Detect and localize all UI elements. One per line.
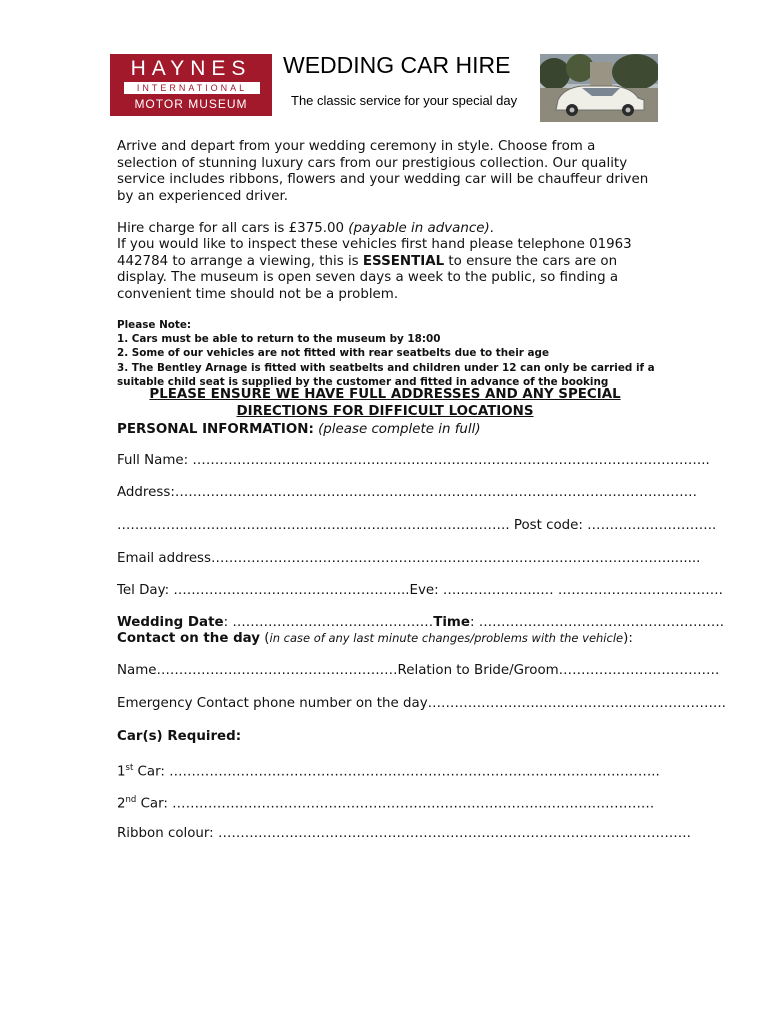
wedding-date-time-field[interactable] — [117, 614, 724, 631]
wedding-car-photo — [540, 54, 658, 122]
tel-field[interactable]: Tel Day: ……………………………………………..Eve: …..……………..… ………………………………. — [117, 583, 723, 598]
inspect-end: to ensure the cars are on display. The museum is open seven days a week to the public, so finding a convenient time should not be a problem. — [117, 253, 619, 302]
essential-text: ESSENTIAL — [362, 253, 445, 269]
contact-note-close: ): — [623, 631, 633, 646]
inspect-paragraph — [117, 237, 657, 303]
wedding-date-label: Wedding Date — [117, 615, 224, 630]
please-note-heading: Please Note: — [117, 319, 192, 331]
time-label: Time — [433, 615, 470, 630]
email-field[interactable]: Email address…………………………………………………………………………………………........ — [117, 551, 701, 566]
time-dots[interactable]: : ………………………………………………. — [469, 615, 725, 630]
car1-rest[interactable]: Car: ……………………………………………………………………………………………….. — [133, 764, 660, 780]
emergency-contact-field[interactable]: Emergency Contact phone number on the day……………………..………………………………….. — [117, 696, 726, 711]
full-name-field[interactable]: Full Name: …………………………………………………………………………………………………….. — [117, 453, 710, 468]
logo-line-motor-museum: MOTOR MUSEUM — [134, 97, 248, 111]
contact-note-open: ( — [260, 631, 270, 646]
contact-label: Contact on the day — [117, 631, 261, 646]
personal-info-note: (please complete in full) — [318, 422, 481, 437]
ribbon-colour-field[interactable]: Ribbon colour: ……………………………………………………………………………………………. — [117, 826, 691, 841]
hire-charge-note: (payable in advance) — [348, 221, 490, 236]
ensure-line-2: DIRECTIONS FOR DIFFICULT LOCATIONS — [236, 404, 534, 419]
address-field[interactable]: Address:……………………………………………………………………………………………………… — [117, 485, 698, 500]
hire-charge-text: Hire charge for all cars is £375.00 — [117, 221, 349, 236]
inspect-text: If you would like to inspect these vehicles first hand please telephone 01963 442784 to arrange a viewing, this is — [117, 237, 632, 269]
car1-prefix: 1 — [117, 764, 126, 780]
page-title: WEDDING CAR HIRE — [283, 52, 511, 78]
contact-note: in case of any last minute changes/problems with the vehicle — [269, 631, 624, 645]
intro-paragraph: Arrive and depart from your wedding ceremony in style. Choose from a selection of stunning luxury cars from our prestigious collection. Our quality service includes ribbons, flowers and your wedding car will be chauffeur driven by an experienced driver. — [117, 139, 649, 204]
car2-sup: nd — [125, 795, 137, 805]
logo-line-international: INTERNATIONAL — [124, 82, 260, 94]
hire-charge-line — [117, 221, 657, 238]
car1-sup: st — [125, 763, 134, 773]
page-subtitle: The classic service for your special day — [291, 93, 518, 108]
please-note-block — [117, 318, 662, 389]
logo-line-haynes: HAYNES — [130, 57, 252, 80]
first-car-field[interactable] — [117, 760, 660, 780]
personal-information-heading — [117, 421, 481, 438]
note-item: 1. Cars must be able to return to the museum by 18:00 — [117, 333, 441, 346]
name-relation-field[interactable]: Name………………………………………………Relation to Bride/Groom……………………………… — [117, 663, 720, 678]
address-postcode-field[interactable]: ……………………………………………………………………………. Post code: ……………………….. — [117, 518, 717, 533]
note-item: 3. The Bentley Arnage is fitted with seatbelts and children under 12 can only be carried if a suitable child seat is supplied by the customer and fitted in advance of the booking — [117, 361, 655, 388]
hire-charge-end: . — [489, 221, 494, 236]
ensure-addresses-notice — [117, 386, 653, 420]
personal-info-label: PERSONAL INFORMATION: — [117, 422, 314, 437]
car2-rest[interactable]: Car: ……………………………………………………………………………………………… — [136, 796, 655, 812]
second-car-field[interactable] — [117, 792, 654, 812]
contact-on-day-heading — [117, 630, 633, 647]
note-item: 2. Some of our vehicles are not fitted with rear seatbelts due to their age — [117, 347, 549, 360]
cars-required-heading: Car(s) Required: — [117, 729, 242, 744]
car2-prefix: 2 — [117, 796, 126, 812]
ensure-line-1: PLEASE ENSURE WE HAVE FULL ADDRESSES AND ANY SPECIAL — [149, 387, 621, 402]
wedding-date-dots[interactable]: : ……………………………………… — [223, 615, 434, 630]
haynes-logo — [110, 54, 272, 116]
